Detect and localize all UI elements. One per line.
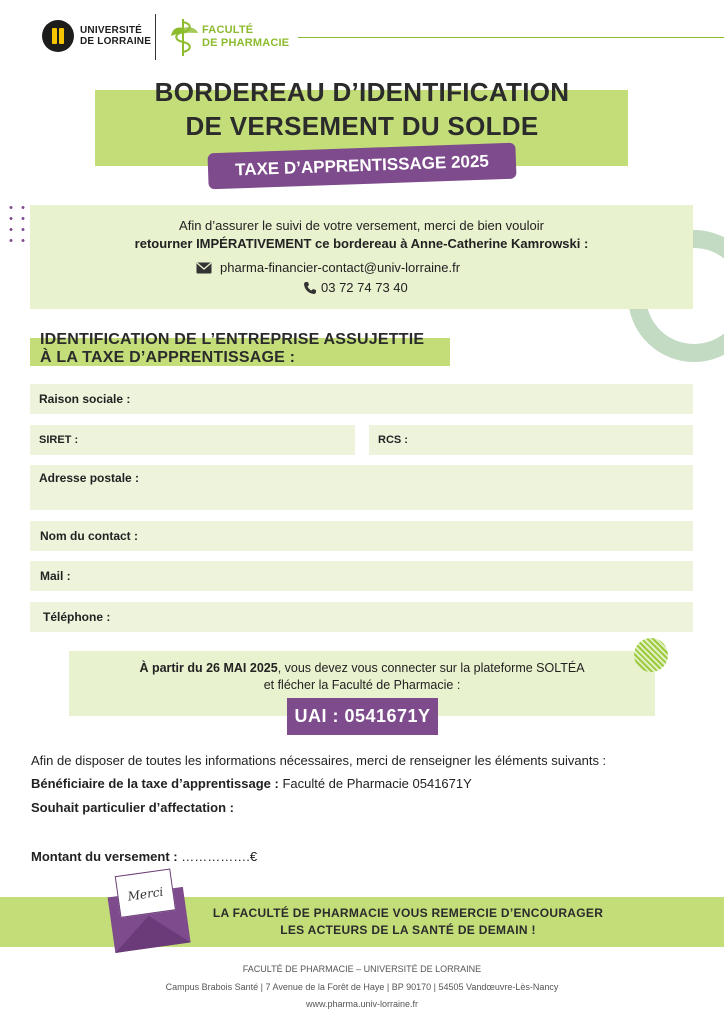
mail-field[interactable] — [30, 561, 693, 591]
nom-contact-field[interactable] — [30, 521, 693, 551]
envelope-text: Merci — [126, 884, 165, 904]
rcs-label: RCS : — [378, 434, 408, 446]
telephone-label: Téléphone : — [43, 610, 111, 624]
contact-email-row — [196, 260, 460, 275]
intro-line1: Afin d’assurer le suivi de votre versement, merci de bien vouloir — [179, 218, 544, 233]
soltea-line2: et flécher la Faculté de Pharmacie : — [263, 678, 461, 692]
raison-sociale-field[interactable] — [30, 384, 693, 414]
university-logo-icon — [42, 20, 74, 52]
soltea-line1-rest: , vous devez vous connecter sur la plateforme SOLTÉA — [277, 661, 585, 675]
section-title-line1: IDENTIFICATION DE L’ENTREPRISE ASSUJETTIE — [40, 331, 425, 348]
faculty-name-line2: DE PHARMACIE — [202, 37, 290, 49]
faculty-name-line1: FACULTÉ — [202, 24, 254, 36]
beneficiaire-value: Faculté de Pharmacie 0541671Y — [278, 776, 472, 791]
university-name-line1: UNIVERSITÉ — [80, 25, 143, 36]
rcs-field[interactable] — [369, 425, 693, 455]
soltea-line1 — [69, 661, 655, 675]
header-divider — [155, 14, 156, 60]
contact-email[interactable]: pharma-financier-contact@univ-lorraine.fr — [220, 260, 461, 275]
faculty-name — [202, 24, 289, 50]
section-title-line2: À LA TAXE D’APPRENTISSAGE : — [40, 349, 296, 366]
website-link[interactable]: www.pharma.univ-lorraine.fr — [305, 999, 419, 1009]
university-name — [80, 25, 151, 47]
uai-badge: UAI : 0541671Y — [287, 698, 438, 735]
soltea-date: À partir du 26 MAI 2025 — [139, 661, 278, 675]
thanks-line1: LA FACULTÉ DE PHARMACIE VOUS REMERCIE D’ENCOURAGER — [212, 906, 604, 920]
adresse-label: Adresse postale : — [39, 471, 140, 485]
beneficiaire-label: Bénéficiaire de la taxe d’apprentissage : — [31, 776, 279, 791]
montant-label: Montant du versement : — [31, 849, 182, 864]
address-line1: FACULTÉ DE PHARMACIE – UNIVERSITÉ DE LORRAINE — [242, 964, 482, 974]
address-line2: Campus Brabois Santé | 7 Avenue de la Forêt de Haye | BP 90170 | 54505 Vandœuvre-Lès-Nancy — [165, 982, 559, 992]
thanks-line2: LES ACTEURS DE LA SANTÉ DE DEMAIN ! — [280, 923, 536, 937]
montant-value: …………….€ — [181, 849, 258, 864]
nom-contact-label: Nom du contact : — [40, 529, 138, 543]
university-name-line2: DE LORRAINE — [80, 36, 152, 47]
adresse-field[interactable] — [30, 465, 693, 510]
contact-phone: 03 72 74 73 40 — [321, 280, 408, 295]
info-intro: Afin de disposer de toutes les informations nécessaires, merci de renseigner les éléments suivants : — [31, 753, 607, 768]
mail-label: Mail : — [40, 569, 71, 583]
affectation-label: Souhait particulier d’affectation : — [31, 800, 234, 815]
intro-line2: retourner IMPÉRATIVEMENT ce bordereau à Anne-Catherine Kamrowski : — [134, 236, 589, 251]
taxe-badge: TAXE D’APPRENTISSAGE 2025 — [207, 143, 516, 190]
siret-field[interactable] — [30, 425, 355, 455]
beneficiaire-line — [31, 776, 472, 791]
header-rule — [298, 37, 724, 38]
siret-label: SIRET : — [39, 434, 79, 446]
caduceus-icon — [170, 16, 200, 58]
telephone-field[interactable] — [30, 602, 693, 632]
page-title-line2: DE VERSEMENT DU SOLDE — [185, 111, 539, 141]
contact-phone-row — [303, 280, 408, 295]
montant-line — [31, 849, 257, 864]
page-title-line1: BORDEREAU D’IDENTIFICATION — [154, 77, 570, 107]
mail-icon — [196, 262, 212, 274]
phone-icon — [303, 281, 317, 295]
raison-sociale-label: Raison sociale : — [39, 392, 131, 406]
